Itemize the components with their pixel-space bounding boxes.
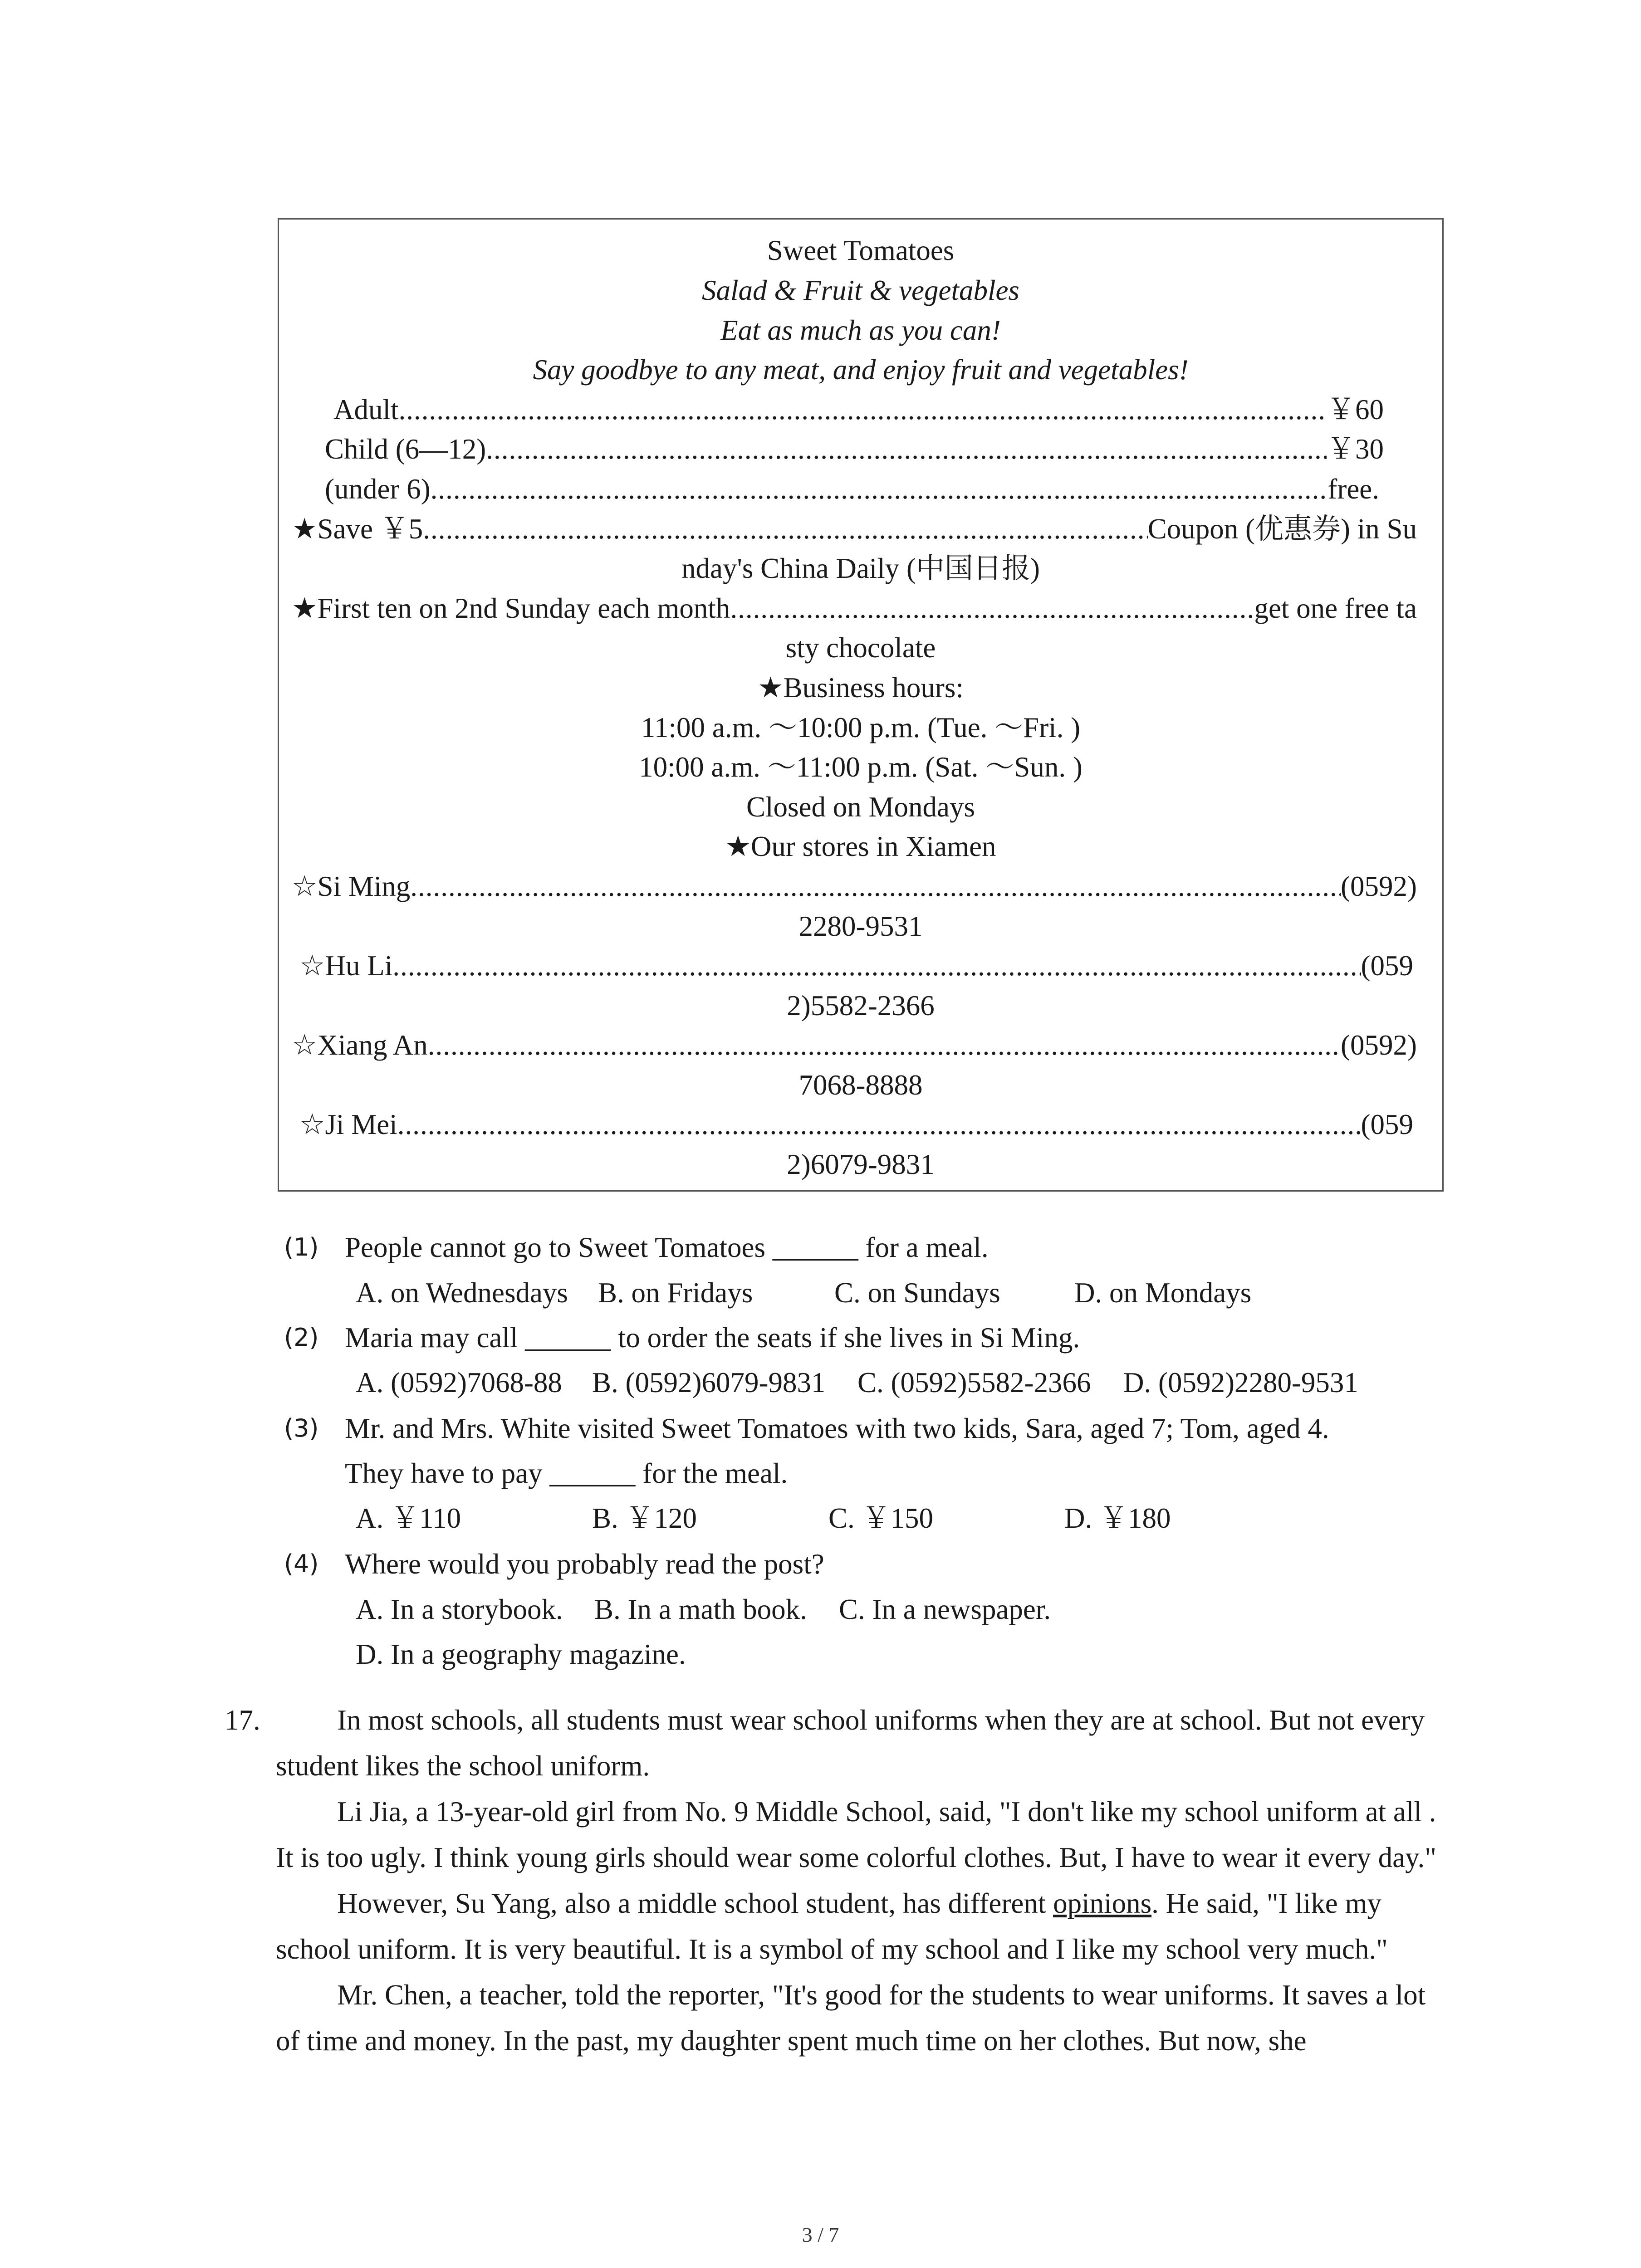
option-c: C. on Sundays [834, 1277, 1000, 1309]
ad-title: Sweet Tomatoes [767, 235, 955, 266]
option-d: D. In a geography magazine. [356, 1638, 686, 1670]
store-ji-mei: ☆Ji Mei ..... (059 [299, 1105, 1413, 1144]
price-row-under-6: (under 6) ..... free. [325, 469, 1379, 509]
passage-paragraph-2: Li Jia, a 13-year-old girl from No. 9 Middle School, said, "I don't like my school uniform at all . It is too ugly. I think young girls should wear some colorful clothes. But, I have to wear it every day." [276, 1796, 1437, 1873]
question-number: (4) [284, 1549, 319, 1578]
store-hu-li: ☆Hu Li ..... (059 [299, 946, 1413, 986]
question-number: (1) [284, 1233, 319, 1261]
option-c: C. (0592)5582-2366 [857, 1367, 1091, 1398]
question-stem: Where would you probably read the post? [345, 1548, 824, 1580]
store-si-ming: ☆Si Ming ..... (0592) [292, 866, 1417, 906]
question-17-number: 17. [225, 1704, 260, 1736]
store-si-ming-phone: 2280-9531 [798, 910, 923, 942]
closed-notice: Closed on Mondays [746, 791, 975, 823]
passage-paragraph-3: However, Su Yang, also a middle school student, has different opinions. He said, "I like my school uniform. It is very beautiful. It is a symbol of my school and I like my school very much." [276, 1887, 1388, 1965]
option-d: D. on Mondays [1074, 1277, 1252, 1309]
option-d: D. (0592)2280-9531 [1123, 1367, 1358, 1398]
ad-slogan-2: Say goodbye to any meat, and enjoy fruit and vegetables! [533, 354, 1189, 386]
reading-passage [276, 1697, 1446, 2064]
option-a: A. on Wednesdays [356, 1277, 568, 1309]
store-xiang-an: ☆Xiang An ..... (0592) [292, 1025, 1417, 1065]
question-stem: Maria may call ______ to order the seats if she lives in Si Ming. [345, 1322, 1080, 1354]
option-b: B. on Fridays [598, 1277, 753, 1309]
business-hours-heading: ★Business hours: [758, 672, 964, 704]
option-c: C. ￥150 [828, 1502, 934, 1534]
option-a: A. In a storybook. [356, 1593, 563, 1625]
save-coupon-continued: nday's China Daily (中国日报) [681, 552, 1040, 584]
first-ten-continued: sty chocolate [785, 632, 936, 664]
store-hu-li-phone: 2)5582-2366 [787, 990, 935, 1022]
option-b: B. ￥120 [592, 1502, 697, 1534]
store-xiang-an-phone: 7068-8888 [798, 1069, 923, 1101]
question-stem: Mr. and Mrs. White visited Sweet Tomatoes with two kids, Sara, aged 7; Tom, aged 4. [345, 1413, 1329, 1444]
question-stem: People cannot go to Sweet Tomatoes ______ for a meal. [345, 1232, 989, 1263]
question-number: (2) [284, 1323, 319, 1352]
option-a: A. (0592)7068-88 [356, 1367, 562, 1398]
page-number: 3 / 7 [802, 2223, 839, 2246]
price-row-child: Child (6—12) ..... ￥30 [325, 429, 1384, 469]
passage-paragraph-4: Mr. Chen, a teacher, told the reporter, "It's good for the students to wear uniforms. It saves a lot of time and money. In the past, my daughter spent much time on her clothes. But now, she [276, 1979, 1426, 2057]
ad-slogan-1: Eat as much as you can! [720, 314, 1001, 346]
stores-heading: ★Our stores in Xiamen [725, 831, 996, 862]
option-a: A. ￥110 [356, 1502, 461, 1534]
hours-weekday: 11:00 a.m. ～10:00 p.m. (Tue. ～Fri. ) [641, 712, 1081, 743]
price-row-adult: Adult ..... ￥60 [333, 390, 1384, 430]
option-c: C. In a newspaper. [839, 1593, 1051, 1625]
option-b: B. In a math book. [594, 1593, 807, 1625]
ad-subtitle: Salad & Fruit & vegetables [702, 274, 1019, 306]
question-stem-line-2: They have to pay ______ for the meal. [345, 1457, 788, 1489]
underlined-word-opinions: opinions [1053, 1887, 1152, 1919]
hours-weekend: 10:00 a.m. ～11:00 p.m. (Sat. ～Sun. ) [639, 751, 1083, 783]
passage-paragraph-1: In most schools, all students must wear school uniforms when they are at school. But not every student likes the school uniform. [276, 1704, 1425, 1782]
first-ten-row: ★First ten on 2nd Sunday each month ..... get one free ta [292, 588, 1417, 628]
option-b: B. (0592)6079-9831 [592, 1367, 826, 1398]
store-ji-mei-phone: 2)6079-9831 [787, 1149, 935, 1180]
option-d: D. ￥180 [1064, 1502, 1171, 1534]
question-number: (3) [284, 1414, 319, 1442]
save-coupon-row: ★Save ￥5 ..... Coupon (优惠券) in Su [292, 509, 1417, 549]
